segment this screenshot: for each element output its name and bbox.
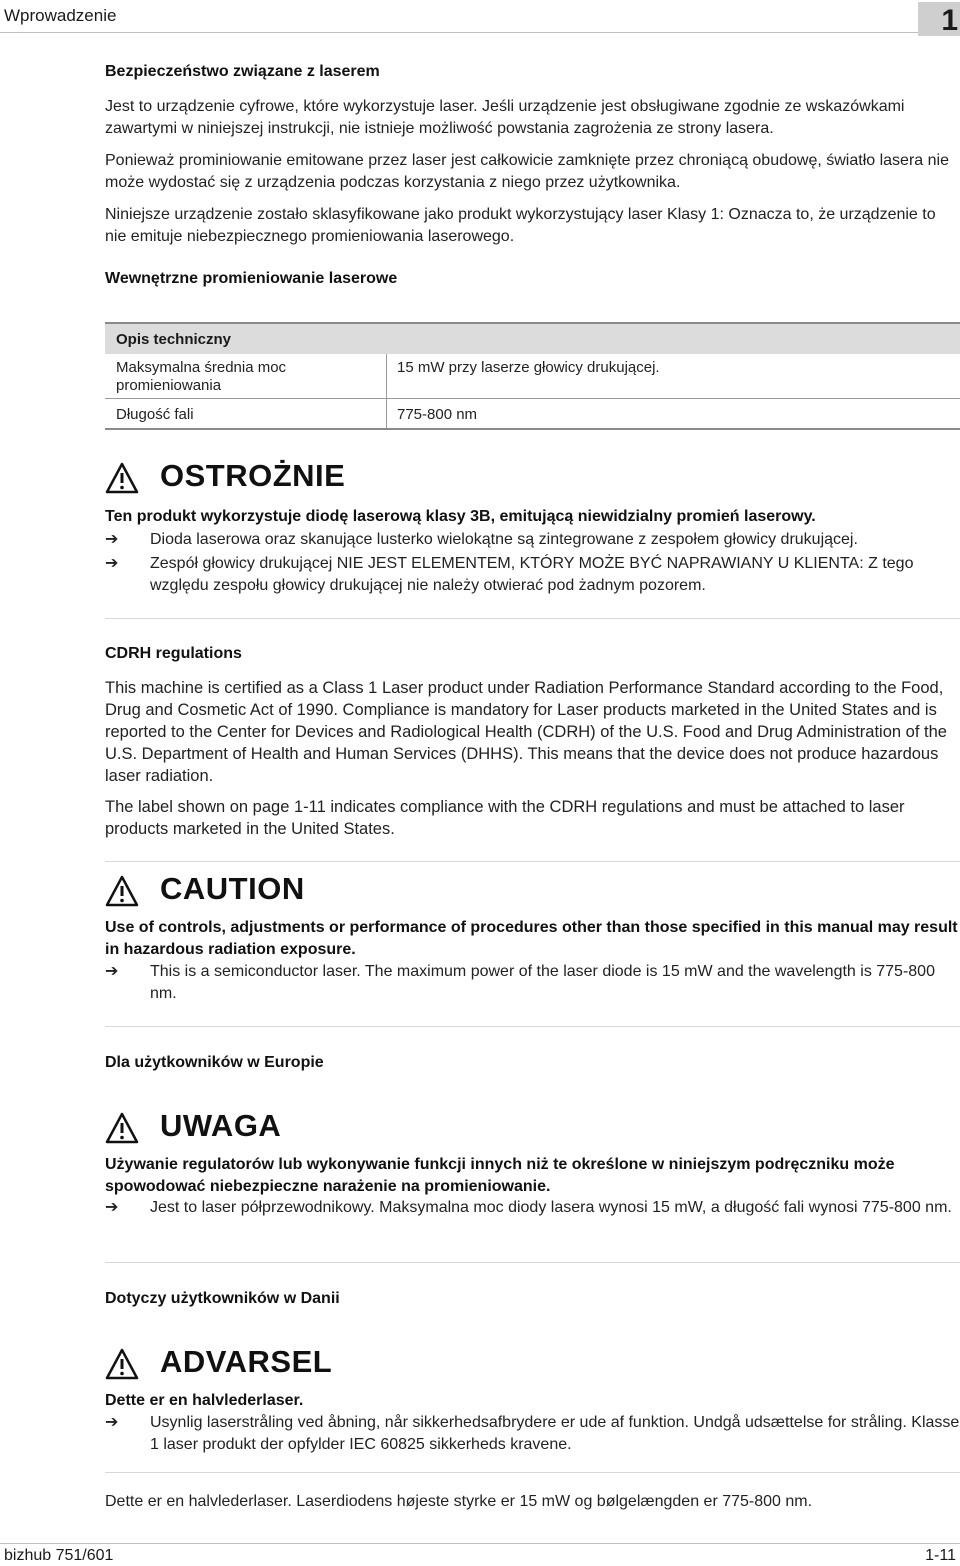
warning-triangle-icon [105,1112,139,1144]
spec-row-value: 15 mW przy laserze głowicy drukującej. [397,359,660,376]
spec-table-header-label: Opis techniczny [116,331,232,348]
laser-safety-paragraph-3: Niniejsze urządzenie zostało sklasyfikowane jako produkt wykorzystujący laser Klasy 1: Oznacza to, że urządzenie to nie emituje niebezpiecznego promieniowania laserowego. [105,206,936,245]
section-divider [105,1026,960,1027]
bullet-text: This is a semiconductor laser. The maximum power of the laser diode is 15 mW and the wavelength is 775-800 nm. [150,963,935,1002]
caution-bullet [105,961,960,1005]
caution-title-block [105,871,505,911]
spec-table-header [105,322,960,354]
denmark-note: Dette er en halvlederlaser. Laserdiodens højeste styrke er 15 mW og bølgelængden er 775-800 nm. [105,1493,813,1510]
uwaga-lead: Używanie regulatorów lub wykonywanie funkcji innych niż te określone w niniejszym podręczniku może spowodować niebezpieczne narażenie na promieniowanie. [105,1156,895,1195]
advarsel-lead: Dette er en halvlederlaser. [105,1392,304,1409]
denmark-heading: Dotyczy użytkowników w Danii [105,1290,340,1307]
bullet-text: Dioda laserowa oraz skanujące lusterko wielokątne są zintegrowane z zespołem głowicy drukującej. [150,531,858,548]
ostroznie-bullet [105,529,960,551]
uwaga-bullet [105,1197,960,1241]
footer-page-number: 1-11 [925,1547,956,1564]
advarsel-title-block [105,1344,505,1384]
bullet-text: Jest to laser półprzewodnikowy. Maksymalna moc diody lasera wynosi 15 mW, a długość fali wynosi 775-800 nm. [150,1199,952,1216]
section-divider [105,1472,960,1473]
footer-model: bizhub 751/601 [4,1547,114,1564]
spec-row-label: Maksymalna średnia moc promieniowania [116,359,287,394]
table-bottom-border [105,428,960,430]
cdrh-heading: CDRH regulations [105,645,242,662]
arrow-right-icon: ➔ [105,555,119,572]
spec-row-value: 775-800 nm [397,406,478,423]
arrow-right-icon: ➔ [105,963,119,980]
bullet-text: Usynlig laserstråling ved åbning, når sikkerhedsafbrydere er ude af funktion. Undgå udsættelse for stråling. Klasse 1 laser produkt der opfylder IEC 60825 sikkerheds kravene. [150,1414,960,1453]
warning-triangle-icon [105,462,139,494]
caution-lead: Use of controls, adjustments or performance of procedures other than those specified in this manual may result in hazardous radiation exposure. [105,919,958,958]
ostroznie-title-block [105,458,505,498]
ostroznie-title: OSTROŻNIE [160,458,346,493]
spec-row-label: Długość fali [116,406,194,423]
arrow-right-icon: ➔ [105,531,119,548]
ostroznie-bullet [105,553,960,597]
section-divider [105,861,960,862]
arrow-right-icon: ➔ [105,1414,119,1431]
uwaga-title-block [105,1108,505,1148]
bullet-text: Zespół głowicy drukującej NIE JEST ELEMENTEM, KTÓRY MOŻE BYĆ NAPRAWIANY U KLIENTA: Z tego względu zespołu głowicy drukującej nie należy otwierać pod żadnym pozorem. [150,555,914,594]
warning-triangle-icon [105,1348,139,1380]
caution-title: CAUTION [160,871,305,906]
advarsel-title: ADVARSEL [160,1344,333,1379]
cdrh-paragraph-2: The label shown on page 1-11 indicates compliance with the CDRH regulations and must be attached to laser products marketed in the United States. [105,798,905,838]
table-column-divider [386,354,387,430]
header-title: Wprowadzenie [4,6,117,25]
uwaga-title: UWAGA [160,1108,282,1143]
table-row-divider [105,398,960,399]
section-divider [105,618,960,619]
advarsel-bullet [105,1412,960,1456]
laser-safety-heading: Bezpieczeństwo związane z laserem [105,63,380,80]
page-header [0,0,960,37]
internal-radiation-heading: Wewnętrzne promieniowanie laserowe [105,270,398,287]
cdrh-paragraph-1: This machine is certified as a Class 1 Laser product under Radiation Performance Standard according to the Food, Drug and Cosmetic Act of 1990. Compliance is mandatory for Laser products marketed in the United States and is reported to the Center for Devices and Radiological Health (CDRH) of the U.S. Food and Drug Administration of the U.S. Department of Health and Human Services (DHHS). This means that the device does not produce hazardous laser radiation. [105,679,947,785]
europe-heading: Dla użytkowników w Europie [105,1054,324,1071]
arrow-right-icon: ➔ [105,1199,119,1216]
header-divider [0,32,918,33]
laser-safety-paragraph-2: Ponieważ prominiowanie emitowane przez laser jest całkowicie zamknięte przez chroniącą obudowę, światło lasera nie może wydostać się z urządzenia podczas korzystania z niego przez użytkownika. [105,152,949,191]
chapter-number: 1 [918,2,960,36]
laser-safety-paragraph-1: Jest to urządzenie cyfrowe, które wykorzystuje laser. Jeśli urządzenie jest obsługiwane zgodnie ze wskazówkami zawartymi w niniejszej instrukcji, nie istnieje możliwość powstania zagrożenia ze strony lasera. [105,98,905,137]
section-divider [105,1262,960,1263]
ostroznie-lead: Ten produkt wykorzystuje diodę laserową klasy 3B, emitującą niewidzialny promień laserowy. [105,508,816,525]
footer-divider [0,1543,960,1544]
warning-triangle-icon [105,875,139,907]
